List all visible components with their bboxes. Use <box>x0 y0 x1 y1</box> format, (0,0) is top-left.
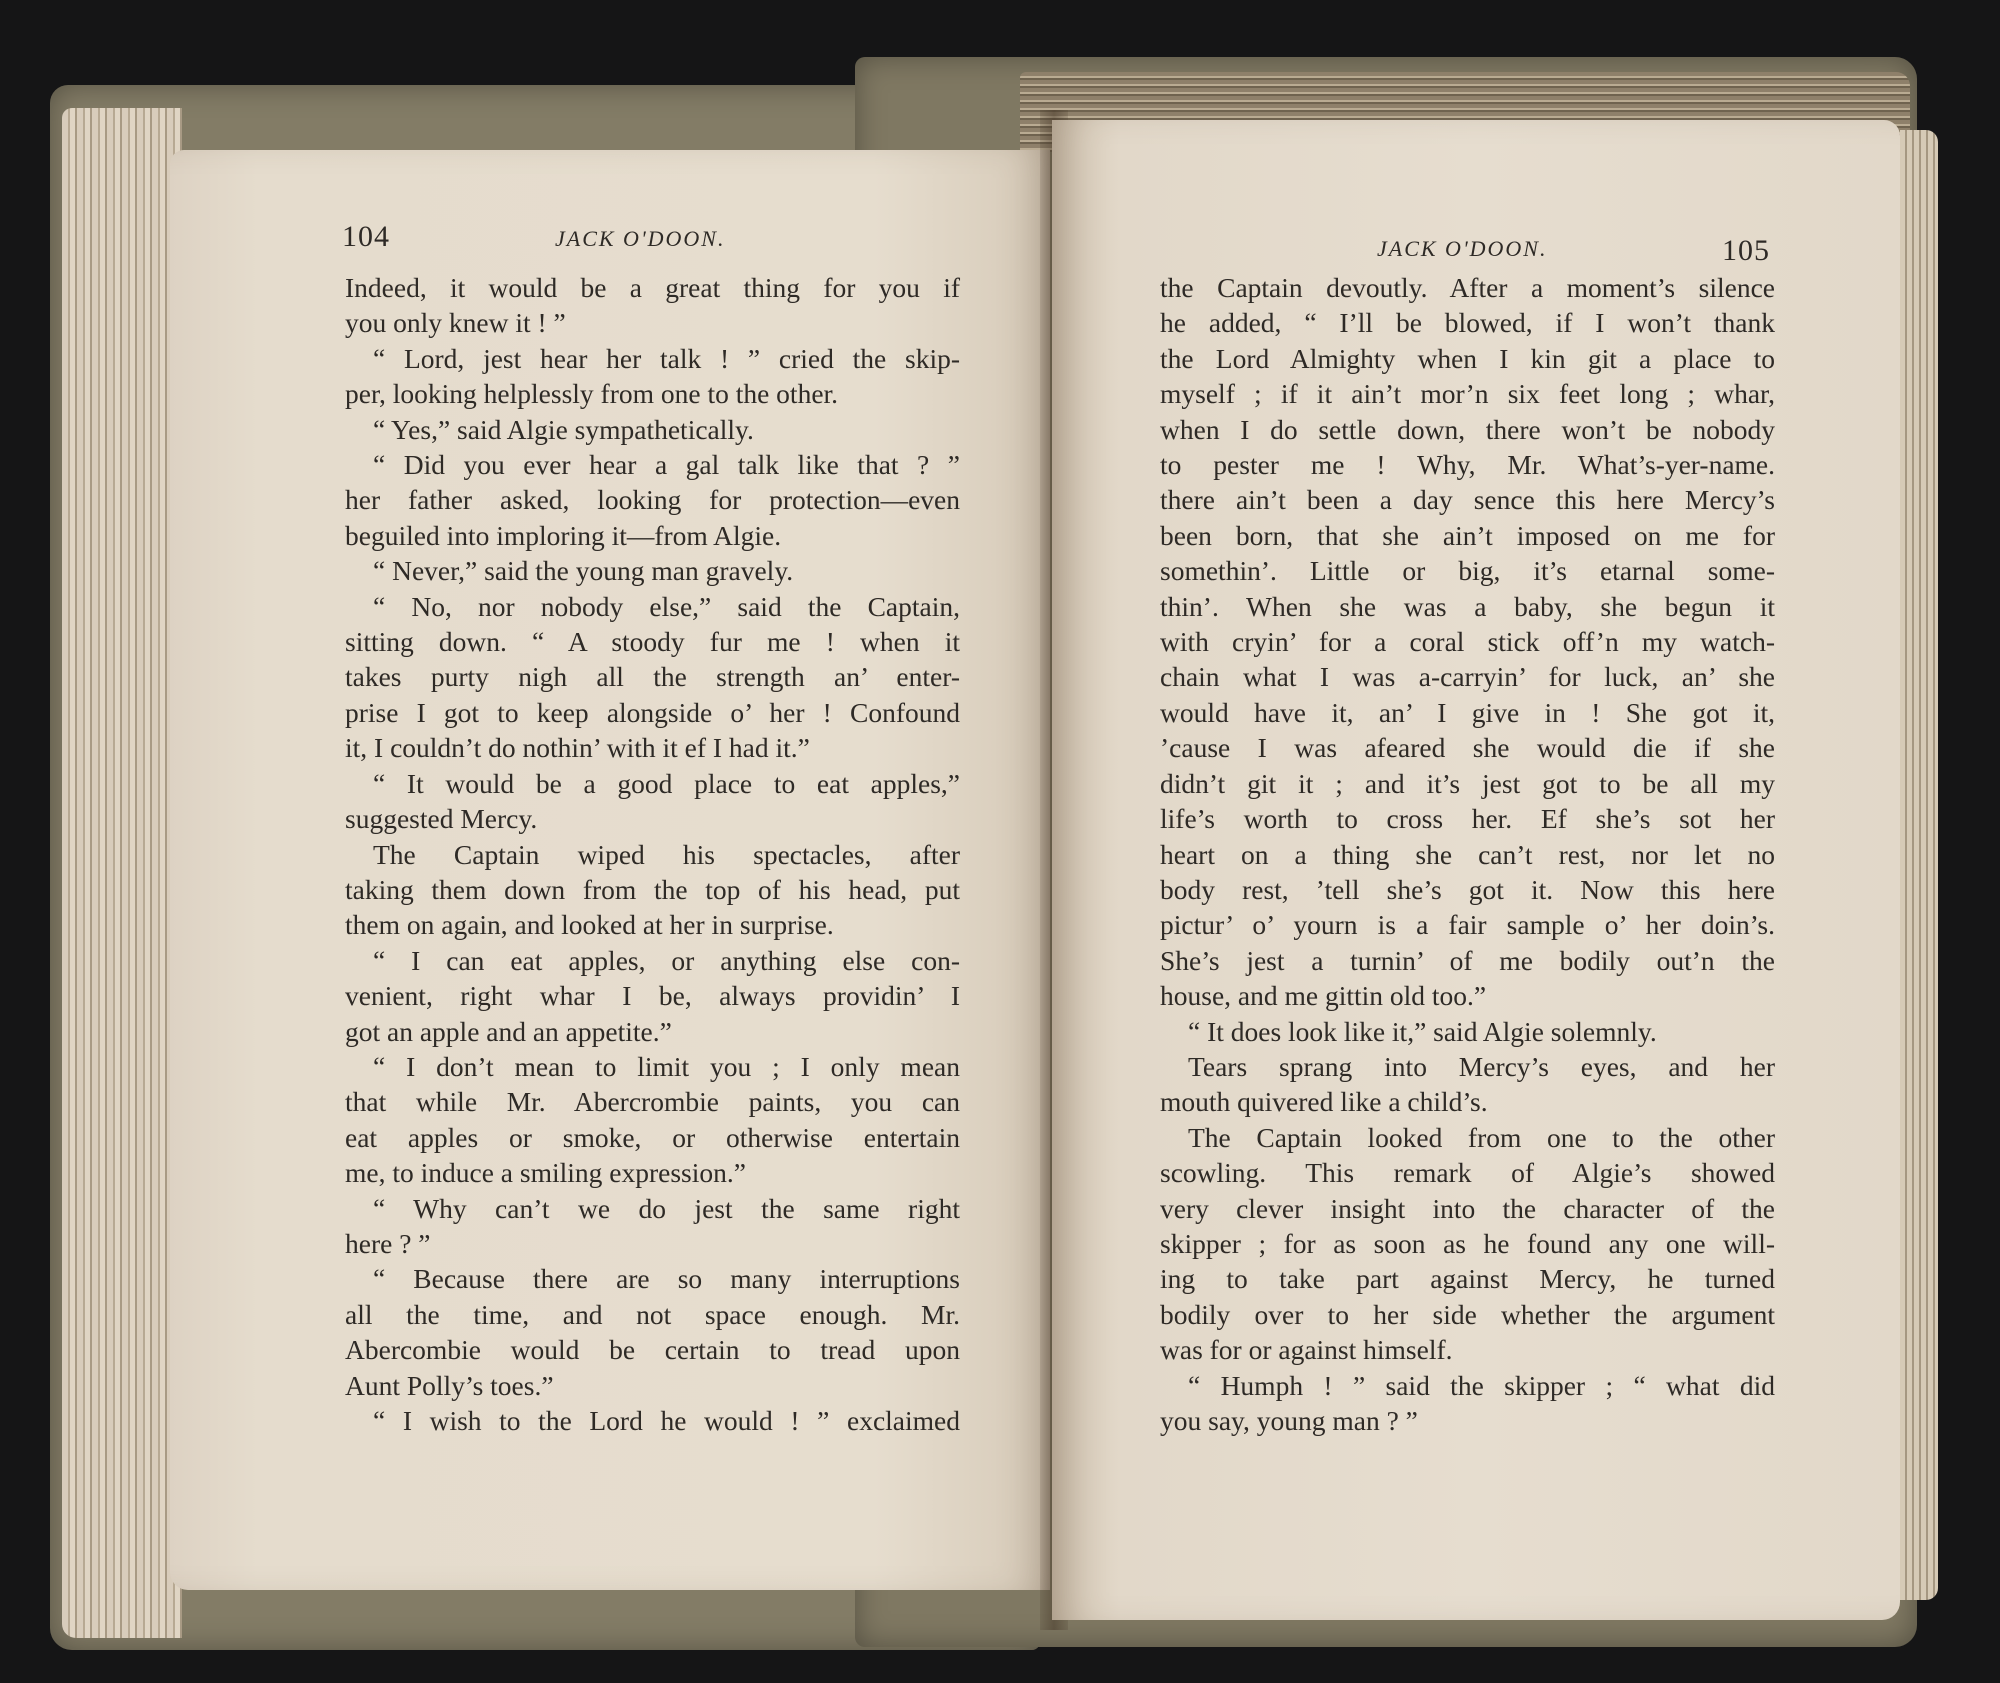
text-line: “ Did you ever hear a gal talk like that ? ” <box>373 449 960 481</box>
text-line: thin’. When she was a baby, she begun it <box>1160 590 1775 622</box>
text-line: mouth quivered like a child’s. <box>1160 1086 1488 1118</box>
text-line: prise I got to keep alongside o’ her ! Confound <box>345 696 960 728</box>
text-line: suggested Mercy. <box>345 803 538 835</box>
text-line: “ I don’t mean to limit you ; I only mean <box>373 1050 960 1082</box>
right-page-body <box>1160 270 1775 1438</box>
running-title-left: JACK O'DOON. <box>555 226 726 251</box>
text-line: her father asked, looking for protection—even <box>345 484 960 516</box>
text-line: Tears sprang into Mercy’s eyes, and her <box>1188 1050 1775 1082</box>
text-line: that while Mr. Abercrombie paints, you can <box>345 1086 960 1118</box>
text-line: here ? ” <box>345 1227 431 1259</box>
text-line: “ It would be a good place to eat apples,” <box>373 767 960 799</box>
text-line: the Lord Almighty when I kin git a place to <box>1160 342 1775 374</box>
text-line: with cryin’ for a coral stick off’n my watch- <box>1160 626 1775 658</box>
text-line: “ Humph ! ” said the skipper ; “ what did <box>1188 1369 1775 1401</box>
running-title-right: JACK O'DOON. <box>1377 236 1548 261</box>
page-number-left: 104 <box>342 220 390 253</box>
text-line: chain what I was a-carryin’ for luck, an’ she <box>1160 661 1775 693</box>
text-line: “ I wish to the Lord he would ! ” exclaimed <box>373 1405 960 1436</box>
text-line: “ Why can’t we do jest the same right <box>373 1192 960 1224</box>
text-line: bodily over to her side whether the argument <box>1160 1298 1775 1330</box>
text-line: very clever insight into the character of the <box>1160 1192 1775 1224</box>
text-line: when I do settle down, there won’t be nobody <box>1160 413 1775 445</box>
text-line: “ It does look like it,” said Algie solemnly. <box>1188 1015 1657 1047</box>
text-line: there ain’t been a day sence this here Mercy’s <box>1160 484 1775 516</box>
text-line: “ Never,” said the young man gravely. <box>373 555 794 587</box>
text-line: She’s jest a turnin’ of me bodily out’n the <box>1160 944 1775 976</box>
text-line: Aunt Polly’s toes.” <box>345 1369 554 1401</box>
text-line: per, looking helplessly from one to the other. <box>345 378 839 410</box>
text-line: beguiled into imploring it—from Algie. <box>345 519 782 551</box>
text-line: got an apple and an appetite.” <box>345 1015 672 1047</box>
text-line: “ Because there are so many interruptions <box>373 1263 960 1295</box>
text-line: “ Yes,” said Algie sympathetically. <box>373 413 754 445</box>
text-line: “ Lord, jest hear her talk ! ” cried the skip- <box>373 342 960 374</box>
page-number-right: 105 <box>1722 234 1770 267</box>
text-line: Indeed, it would be a great thing for you if <box>345 272 960 303</box>
text-line: body rest, ’tell she’s got it. Now this here <box>1160 873 1775 905</box>
text-line: venient, right whar I be, always providin’ I <box>345 980 960 1012</box>
page-edges-right <box>1900 130 1938 1600</box>
text-line: The Captain wiped his spectacles, after <box>373 838 960 870</box>
text-line: would have it, an’ I give in ! She got it, <box>1160 696 1775 728</box>
text-line: you say, young man ? ” <box>1160 1405 1418 1436</box>
text-line: “ I can eat apples, or anything else con- <box>373 944 960 976</box>
text-line: he added, “ I’ll be blowed, if I won’t thank <box>1160 307 1775 339</box>
text-line: you only knew it ! ” <box>345 307 566 339</box>
text-line: it, I couldn’t do nothin’ with it ef I had it.” <box>345 732 810 764</box>
text-line: somethin’. Little or big, it’s etarnal some- <box>1160 555 1775 587</box>
left-page <box>170 150 1050 1590</box>
text-line: me, to induce a smiling expression.” <box>345 1157 746 1189</box>
text-line: them on again, and looked at her in surprise. <box>345 909 834 941</box>
text-line: the Captain devoutly. After a moment’s silence <box>1160 272 1775 303</box>
text-line: all the time, and not space enough. Mr. <box>345 1298 960 1330</box>
text-line: life’s worth to cross her. Ef she’s sot her <box>1160 803 1775 835</box>
text-line: skipper ; for as soon as he found any one will- <box>1160 1227 1775 1259</box>
text-line: heart on a thing she can’t rest, nor let no <box>1160 838 1775 870</box>
text-line: sitting down. “ A stoody fur me ! when it <box>345 626 960 658</box>
text-line: The Captain looked from one to the other <box>1188 1121 1775 1153</box>
right-page <box>1052 120 1900 1620</box>
text-line: taking them down from the top of his head, put <box>345 873 960 905</box>
text-line: to pester me ! Why, Mr. What’s-yer-name. <box>1160 449 1775 481</box>
page-edges-left <box>62 108 182 1638</box>
text-line: pictur’ o’ yourn is a fair sample o’ her doin’s. <box>1160 909 1775 941</box>
text-line: “ No, nor nobody else,” said the Captain, <box>373 590 960 622</box>
text-line: been born, that she ain’t imposed on me for <box>1160 519 1775 551</box>
text-line: eat apples or smoke, or otherwise entertain <box>345 1121 960 1153</box>
text-line: didn’t git it ; and it’s jest got to be all my <box>1160 767 1775 799</box>
text-line: scowling. This remark of Algie’s showed <box>1160 1157 1775 1189</box>
text-line: was for or against himself. <box>1160 1334 1453 1366</box>
text-line: myself ; if it ain’t mor’n six feet long ; whar, <box>1160 378 1775 410</box>
text-line: Abercombie would be certain to tread upon <box>345 1334 960 1366</box>
text-line: ing to take part against Mercy, he turned <box>1160 1263 1775 1295</box>
left-page-body <box>345 270 960 1438</box>
text-line: house, and me gittin old too.” <box>1160 980 1487 1012</box>
text-line: takes purty nigh all the strength an’ enter- <box>345 661 960 693</box>
text-line: ’cause I was afeared she would die if she <box>1160 732 1775 764</box>
